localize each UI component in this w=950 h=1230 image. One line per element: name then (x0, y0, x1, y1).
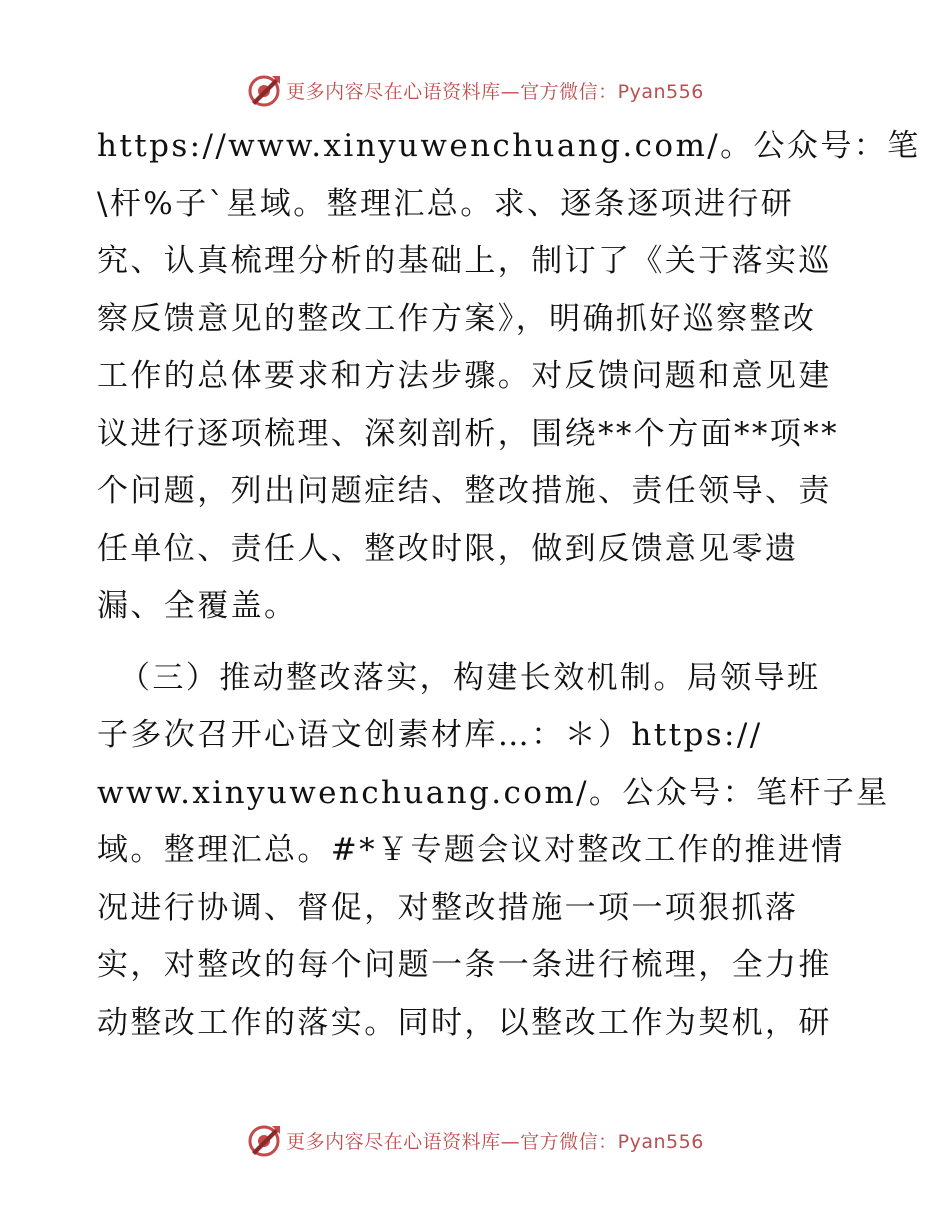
paragraph-gap (97, 636, 857, 650)
footer-banner-separator: — (500, 1130, 521, 1153)
footer-banner-text (286, 1127, 704, 1154)
paragraph-line: 漏、全覆盖。 (97, 588, 298, 624)
header-banner-text (286, 77, 704, 104)
paragraph-line: https://www.xinyuwenchuang.com/。公众号：笔 (97, 128, 921, 164)
paragraph-line: 域。整理汇总。#*￥专题会议对整改工作的推进情 (97, 832, 845, 868)
paragraph-line: 察反馈意见的整改工作方案》，明确抓好巡察整改 (97, 300, 817, 337)
paragraph-line: 况进行协调、督促，对整改措施一项一项狠抓落 (97, 889, 799, 926)
header-banner-tail: 官方微信：Pyan556 (520, 80, 704, 103)
header-banner (0, 68, 950, 112)
header-banner-separator: — (500, 80, 521, 103)
paragraph-1 (97, 118, 921, 636)
paragraph-line: 子多次召开心语文创素材库…：＊）https:// (97, 717, 763, 753)
paragraph-line: 工作的总体要求和方法步骤。对反馈问题和意见建 (97, 358, 832, 394)
paragraph-2 (97, 650, 890, 1053)
paragraph-line: 实，对整改的每个问题一条一条进行梳理，全力推 (97, 947, 832, 983)
footer-banner (0, 1118, 950, 1162)
paragraph-line: \杆%子`星域。整理汇总。求、逐条逐项进行研 (97, 185, 795, 222)
pen-logo-icon (246, 72, 282, 108)
paragraph-line: 动整改工作的落实。同时，以整改工作为契机，研 (97, 1004, 832, 1041)
header-banner-main: 更多内容尽在心语资料库 (286, 80, 501, 103)
footer-banner-main: 更多内容尽在心语资料库 (286, 1130, 501, 1153)
document-body (97, 118, 921, 1052)
footer-banner-tail: 官方微信：Pyan556 (520, 1130, 704, 1153)
paragraph-line: 任单位、责任人、整改时限，做到反馈意见零遗 (97, 530, 799, 567)
paragraph-line: www.xinyuwenchuang.com/。公众号：笔杆子星 (97, 774, 890, 811)
paragraph-line: 议进行逐项梳理、深刻剖析，围绕**个方面**项** (97, 415, 839, 452)
pen-logo-icon (246, 1122, 282, 1158)
paragraph-line: 个问题，列出问题症结、整改措施、责任领导、责 (97, 473, 832, 509)
paragraph-line: 究、认真梳理分析的基础上，制订了《关于落实巡 (97, 243, 832, 279)
paragraph-line: （三）推动整改落实，构建长效机制。局领导班 (119, 659, 821, 696)
